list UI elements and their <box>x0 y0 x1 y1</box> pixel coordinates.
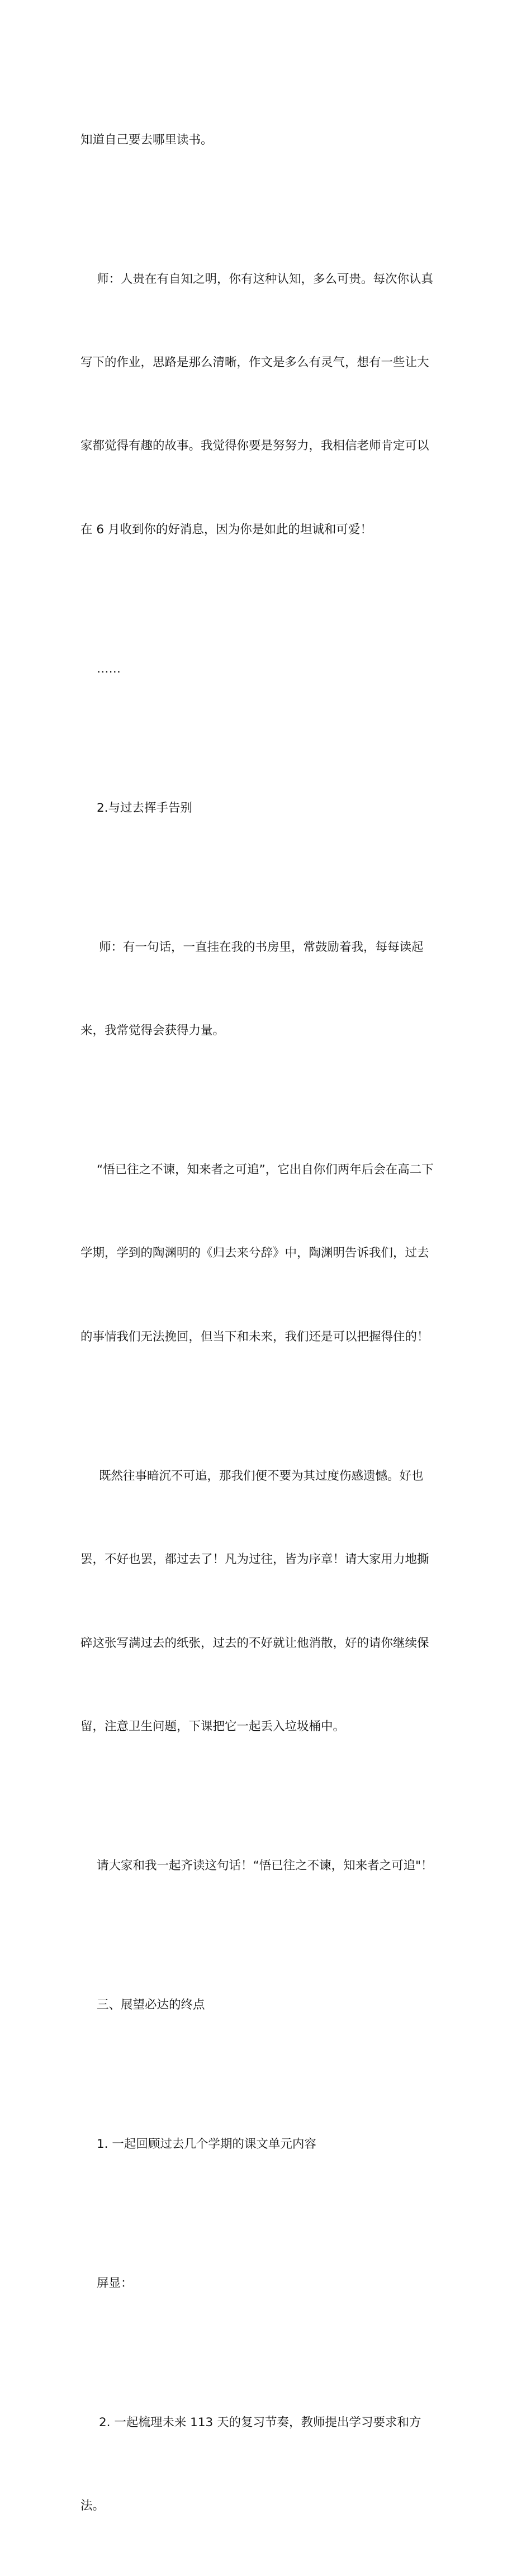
text-line: 学期，学到的陶渊明的《归去来兮辞》中，陶渊明告诉我们，过去 <box>80 1246 429 1261</box>
paragraph-let-go <box>80 1407 452 1796</box>
paragraph-continuation <box>80 70 452 210</box>
paragraph-ellipsis <box>80 599 452 738</box>
paragraph-screen-display <box>80 2214 452 2353</box>
text-line: …… <box>97 661 121 676</box>
section-heading-farewell <box>80 738 452 878</box>
list-item-review <box>80 2075 452 2214</box>
text-line: 师：人贵在有自知之明，你有这种认知，多么可贵。每次你认真 <box>97 272 434 286</box>
text-line: 1. 一起回顾过去几个学期的课文单元内容 <box>97 2137 316 2151</box>
paragraph-quote-source <box>80 1100 452 1407</box>
text-line: 法。 <box>80 2499 105 2513</box>
text-line: 2.与过去挥手告别 <box>97 801 193 815</box>
text-line: “悟已往之不谏，知来者之可追”，它出自你们两年后会在高二下 <box>97 1163 434 1177</box>
paragraph-read-aloud <box>80 1796 452 1935</box>
text-line: 知道自己要去哪里读书。 <box>80 132 213 147</box>
text-line: 的事情我们无法挽回，但当下和未来，我们还是可以把握得住的！ <box>80 1329 429 1344</box>
text-line: 家都觉得有趣的故事。我觉得你要是努努力，我相信老师肯定可以 <box>80 439 429 453</box>
text-line: 请大家和我一起齐读这句话！“悟已往之不谏，知来者之可追"！ <box>97 1859 433 1873</box>
text-line: 2. 一起梳理未来 113 天的复习节奏，教师提出学习要求和方 <box>99 2415 421 2430</box>
section-heading-outlook <box>80 1935 452 2075</box>
text-line: 写下的作业，思路是那么清晰，作文是多么有灵气，想有一些让大 <box>80 355 429 370</box>
text-line: 既然往事暗沉不可追，那我们便不要为其过度伤感遗憾。好也 <box>99 1469 424 1483</box>
paragraph-teacher-quote-intro <box>80 878 452 1100</box>
text-line: 师：有一句话，一直挂在我的书房里，常鼓励着我，每每读起 <box>99 940 424 954</box>
text-line: 留，注意卫生问题，下课把它一起丢入垃圾桶中。 <box>80 1720 345 1734</box>
paragraph-teacher-comment <box>80 210 452 599</box>
document-body <box>80 70 452 2576</box>
text-line: 三、展望必达的终点 <box>97 1997 205 2012</box>
text-line: 罢，不好也罢，都过去了！凡为过往，皆为序章！请大家用力地撕 <box>80 1552 429 1567</box>
text-line: 屏显： <box>97 2276 133 2290</box>
list-item-schedule <box>80 2353 452 2575</box>
text-line: 碎这张写满过去的纸张，过去的不好就让他消散，好的请你继续保 <box>80 1636 429 1650</box>
text-line: 来，我常觉得会获得力量。 <box>80 1024 225 1038</box>
text-line: 在 6 月收到你的好消息，因为你是如此的坦诚和可爱！ <box>80 522 372 537</box>
